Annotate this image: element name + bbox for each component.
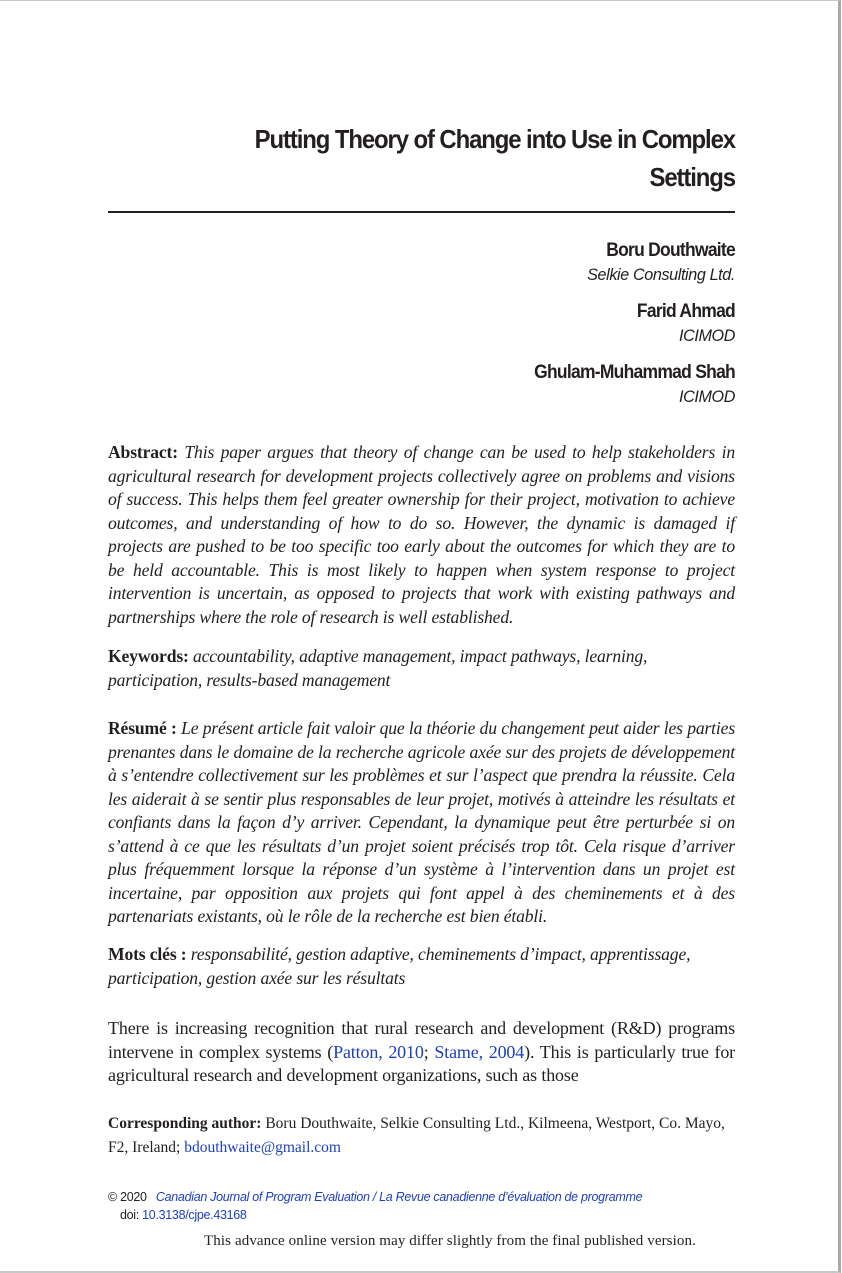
abstract-paragraph [108, 441, 735, 629]
corresponding-label: Corresponding author: [108, 1115, 262, 1132]
advance-version-notice: This advance online version may differ slightly from the final published version. [204, 1233, 696, 1249]
citation-link-stame[interactable]: Stame, 2004 [434, 1041, 525, 1062]
corresponding-author-note [108, 1112, 735, 1160]
resume-label: Résumé : [108, 718, 177, 738]
copyright-block [108, 1188, 735, 1224]
mots-cles-label: Mots clés : [108, 944, 187, 964]
title-divider [108, 211, 735, 213]
keywords-text: accountability, adaptive management, impact pathways, learning, participation, results-based management [108, 646, 648, 690]
journal-link[interactable]: Canadian Journal of Program Evaluation / La Revue canadienne d’évaluation de programme [155, 1190, 643, 1204]
doi-label: doi: [120, 1208, 139, 1222]
author-affiliation: ICIMOD [678, 326, 735, 345]
resume-paragraph [108, 717, 735, 929]
body-section [108, 1017, 735, 1088]
mots-cles-section [108, 943, 735, 990]
resume-text: Le présent article fait valoir que la théorie du changement peut aider les parties prenantes dans le domaine de la recherche agricole axée sur des projets de développement à s’entendre collectivement sur les problèmes et sur l’aspect que prendra la réussite. Cela les aiderait à se sentir plus responsables de leur projet, motivés à atteindre les résultats et confiants dans la façon d’y arriver. Cependant, la dynamique peut être perturbée si on s’attend à ce que les résultats d’un projet soient précisés trop tôt. Cela risque d’arriver plus fréquemment lorsque la réponse d’un système à l’intervention dans un projet est incertaine, par opposition aux projets qui font appel à des cheminements et à des partenariats existants, où le rôle de la recherche est bien établi. [108, 718, 736, 926]
author-entry [108, 299, 735, 348]
keywords-label: Keywords: [108, 646, 189, 666]
body-paragraph [108, 1017, 735, 1088]
abstract-text: This paper argues that theory of change can be used to help stakeholders in agricultural research for development projects collectively agree on problems and visions of success. This helps them feel greater ownership for their project, motivation to achieve outcomes, and understanding of how to do so. However, the dynamic is damaged if projects are pushed to be too specific too early about the outcomes for which they are to be held accountable. This is most likely to happen when system response to project intervention is uncertain, as opposed to projects that work with existing pathways and partnerships where the role of research is well established. [108, 442, 735, 627]
abstract-section [108, 441, 735, 629]
title-line-1: Putting Theory of Change into Use in Complex [254, 124, 735, 154]
keywords-paragraph [108, 645, 735, 692]
citation-separator: ; [423, 1041, 435, 1062]
author-name: Farid Ahmad [636, 301, 735, 322]
mots-cles-text: responsabilité, gestion adaptive, cheminements d’impact, apprentissage, participation, gestion axée sur les résultats [108, 944, 691, 988]
abstract-label: Abstract: [108, 442, 178, 462]
resume-section [108, 717, 735, 929]
corresponding-address: Boru Douthwaite, Selkie Consulting Ltd., Kilmeena, Westport, Co. Mayo, F2, Ireland; [108, 1115, 725, 1156]
author-entry [108, 238, 735, 287]
author-affiliation: ICIMOD [678, 387, 735, 406]
author-name: Boru Douthwaite [606, 240, 735, 261]
author-list [108, 238, 735, 421]
email-link[interactable]: bdouthwaite@gmail.com [184, 1139, 341, 1156]
article-title [158, 120, 735, 196]
title-line-2: Settings [649, 162, 735, 192]
doi-line [108, 1206, 735, 1224]
mots-cles-paragraph [108, 943, 735, 990]
citation-link-patton[interactable]: Patton, 2010 [333, 1041, 424, 1062]
copyright-year: © 2020 [108, 1190, 147, 1204]
author-affiliation: Selkie Consulting Ltd. [587, 265, 735, 284]
author-entry [108, 360, 735, 409]
body-text-end: ). This is particularly true for agricultural research and development organizations, such as those [108, 1041, 736, 1085]
author-name: Ghulam-Muhammad Shah [534, 362, 735, 383]
doi-link[interactable]: 10.3138/cjpe.43168 [142, 1208, 247, 1222]
keywords-section [108, 645, 735, 692]
copyright-line [108, 1188, 735, 1206]
body-text-start: There is increasing recognition that rural research and development (R&D) programs intervene in complex systems ( [108, 1018, 735, 1062]
